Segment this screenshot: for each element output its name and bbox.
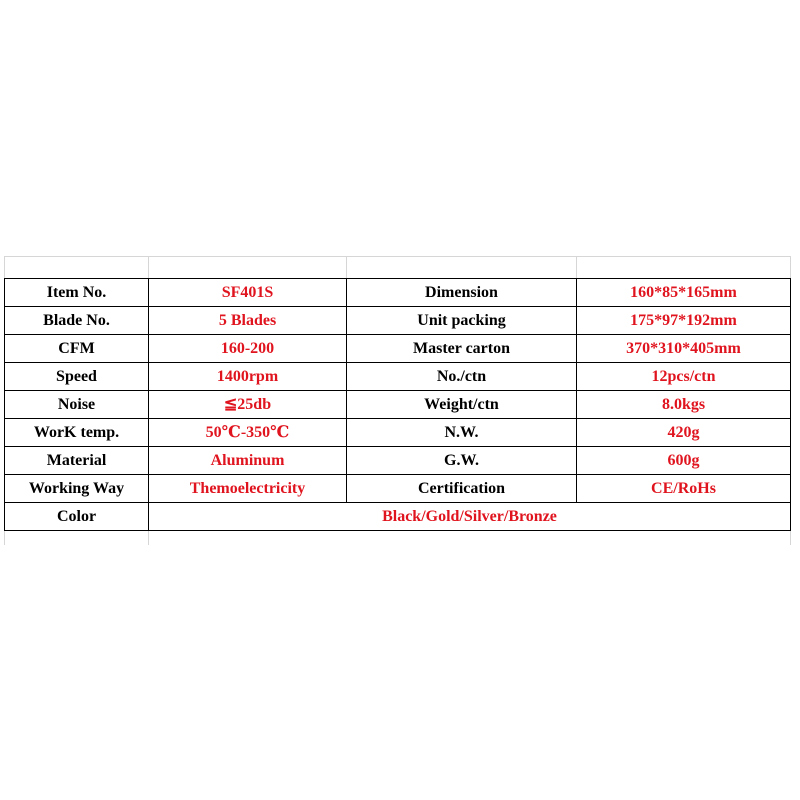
spec-value: 370*310*405mm <box>577 335 791 363</box>
spec-label: Item No. <box>5 279 149 307</box>
table-row <box>5 307 791 335</box>
spec-label: Speed <box>5 363 149 391</box>
spec-value: 175*97*192mm <box>577 307 791 335</box>
spec-value: CE/RoHs <box>577 475 791 503</box>
gridline <box>4 256 5 278</box>
table-row <box>5 447 791 475</box>
spec-label: Blade No. <box>5 307 149 335</box>
gridline <box>790 256 791 278</box>
gridline <box>346 256 347 278</box>
spec-table <box>4 278 791 531</box>
table-row <box>5 335 791 363</box>
spec-value: SF401S <box>149 279 347 307</box>
spec-value: 50℃-350℃ <box>149 419 347 447</box>
gridline <box>576 256 577 278</box>
spec-value: 160-200 <box>149 335 347 363</box>
gridline <box>148 256 149 278</box>
spec-value: 12pcs/ctn <box>577 363 791 391</box>
spec-value: 5 Blades <box>149 307 347 335</box>
table-row <box>5 419 791 447</box>
spec-value: 600g <box>577 447 791 475</box>
gridline <box>4 256 790 257</box>
spec-label: N.W. <box>347 419 577 447</box>
spec-table-body <box>5 279 791 531</box>
gridline <box>4 531 5 545</box>
spec-value: Aluminum <box>149 447 347 475</box>
spec-value: ≦25db <box>149 391 347 419</box>
spec-label: Master carton <box>347 335 577 363</box>
table-row-color <box>5 503 791 531</box>
spec-label: CFM <box>5 335 149 363</box>
spec-label: G.W. <box>347 447 577 475</box>
spec-value: 420g <box>577 419 791 447</box>
spec-value: 8.0kgs <box>577 391 791 419</box>
spec-label: Certification <box>347 475 577 503</box>
color-label: Color <box>5 503 149 531</box>
spec-label: Unit packing <box>347 307 577 335</box>
gridline <box>790 531 791 545</box>
gridline <box>148 531 149 545</box>
table-row <box>5 363 791 391</box>
table-row <box>5 391 791 419</box>
color-value: Black/Gold/Silver/Bronze <box>149 503 791 531</box>
spec-value: 160*85*165mm <box>577 279 791 307</box>
spec-label: No./ctn <box>347 363 577 391</box>
spec-label: Material <box>5 447 149 475</box>
spec-label: Weight/ctn <box>347 391 577 419</box>
spec-label: Working Way <box>5 475 149 503</box>
spec-value: Themoelectricity <box>149 475 347 503</box>
spec-label: WorK temp. <box>5 419 149 447</box>
table-row <box>5 475 791 503</box>
spec-label: Noise <box>5 391 149 419</box>
spec-value: 1400rpm <box>149 363 347 391</box>
table-row <box>5 279 791 307</box>
spec-label: Dimension <box>347 279 577 307</box>
